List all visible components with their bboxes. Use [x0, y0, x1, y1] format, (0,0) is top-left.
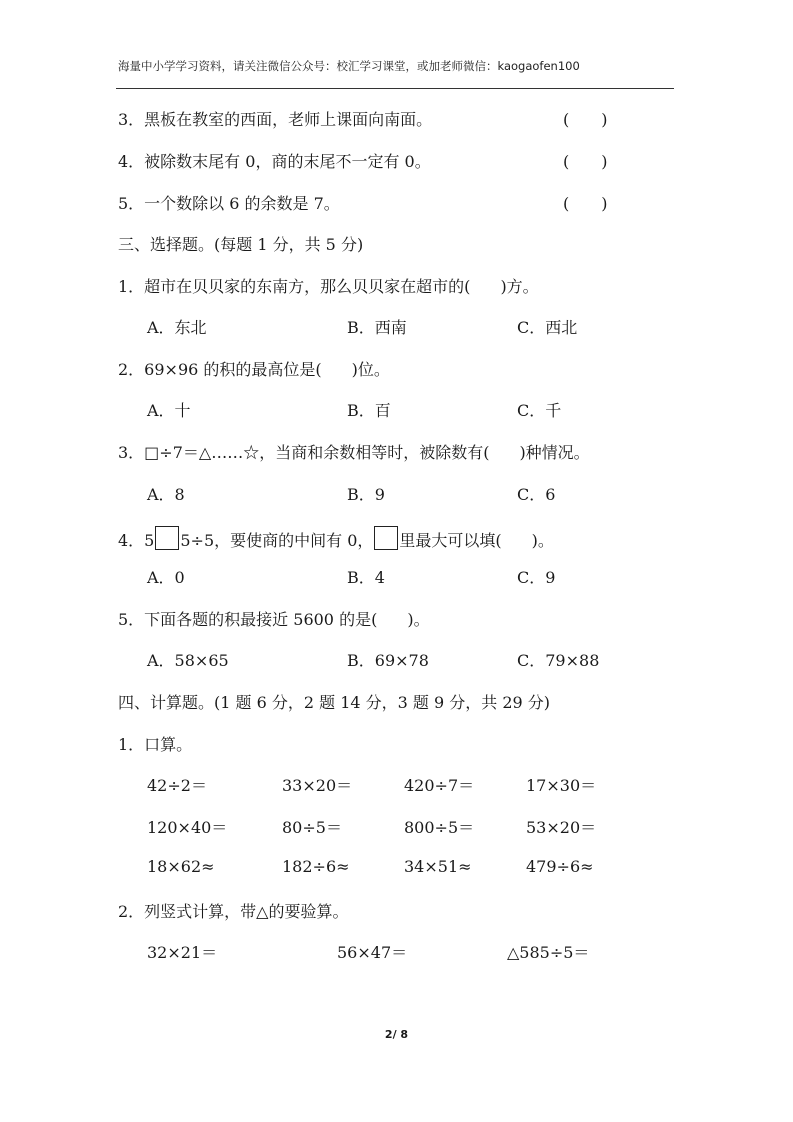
oral-calc-item: 17×30＝	[526, 776, 597, 795]
option-b[interactable]: B．69×78	[347, 651, 429, 670]
choice-question-1	[118, 274, 539, 297]
choice-question-4	[118, 526, 554, 551]
choice-question-3	[118, 440, 590, 463]
answer-paren-4[interactable]: ( )	[563, 152, 608, 171]
question-text: 5．下面各题的积最接近 5600 的是(	[118, 610, 378, 629]
oral-calc-item: 800÷5＝	[404, 818, 475, 837]
oral-calc-item: 42÷2＝	[147, 776, 207, 795]
answer-paren-3[interactable]: ( )	[563, 110, 608, 129]
page-header-note: 海量中小学学习资料，请关注微信公众号：校汇学习课堂，或加老师微信：kaogaofen100	[118, 59, 580, 73]
option-a[interactable]: A．8	[147, 485, 185, 504]
question-text-end: )种情况。	[519, 443, 590, 462]
question-text-tail: 里最大可以填(	[399, 531, 502, 550]
oral-calc-item: 420÷7＝	[404, 776, 475, 795]
oral-calc-item: 80÷5＝	[282, 818, 342, 837]
choice-question-5	[118, 607, 430, 630]
question-text-end: )。	[531, 531, 554, 550]
oral-calc-item: 33×20＝	[282, 776, 353, 795]
vertical-calc-item: △585÷5＝	[507, 943, 590, 962]
oral-calc-item: 18×62≈	[147, 857, 215, 876]
question-text: 4．5	[118, 531, 155, 550]
answer-paren-5[interactable]: ( )	[563, 194, 608, 213]
oral-calc-title: 1．口算。	[118, 735, 193, 754]
option-b[interactable]: B．西南	[347, 318, 407, 337]
oral-calc-item: 34×51≈	[404, 857, 472, 876]
option-c[interactable]: C．千	[517, 401, 562, 420]
option-a[interactable]: A．东北	[147, 318, 207, 337]
option-b[interactable]: B．9	[347, 485, 385, 504]
judge-question-4: 4．被除数末尾有 0，商的末尾不一定有 0。	[118, 152, 431, 171]
digit-box-ref	[374, 526, 398, 550]
option-c[interactable]: C．6	[517, 485, 556, 504]
judge-question-5: 5．一个数除以 6 的余数是 7。	[118, 194, 340, 213]
option-b[interactable]: B．4	[347, 568, 385, 587]
option-a[interactable]: A．十	[147, 401, 191, 420]
oral-calc-item: 479÷6≈	[526, 857, 594, 876]
question-text-end: )。	[407, 610, 430, 629]
judge-question-3: 3．黑板在教室的西面，老师上课面向南面。	[118, 110, 433, 129]
option-a[interactable]: A．0	[147, 568, 185, 587]
option-c[interactable]: C．79×88	[517, 651, 600, 670]
question-text: 1．超市在贝贝家的东南方，那么贝贝家在超市的(	[118, 277, 471, 296]
oral-calc-item: 182÷6≈	[282, 857, 350, 876]
question-text-mid: 5÷5，要使商的中间有 0，	[180, 531, 374, 550]
vertical-calc-item: 32×21＝	[147, 943, 218, 962]
question-text: 2．69×96 的积的最高位是(	[118, 360, 322, 379]
vertical-calc-title: 2．列竖式计算，带△的要验算。	[118, 902, 349, 921]
option-c[interactable]: C．9	[517, 568, 556, 587]
digit-box[interactable]	[155, 526, 179, 550]
option-a[interactable]: A．58×65	[147, 651, 229, 670]
question-text-end: )位。	[351, 360, 390, 379]
option-c[interactable]: C．西北	[517, 318, 578, 337]
choice-question-2	[118, 357, 390, 380]
page-number: 2/ 8	[384, 1028, 409, 1041]
question-text: 3．□÷7＝△……☆，当商和余数相等时，被除数有(	[118, 443, 490, 462]
header-divider	[116, 88, 674, 89]
vertical-calc-item: 56×47＝	[337, 943, 408, 962]
question-text-end: )方。	[500, 277, 539, 296]
section-3-title: 三、选择题。(每题 1 分，共 5 分)	[118, 235, 364, 254]
oral-calc-item: 53×20＝	[526, 818, 597, 837]
section-4-title: 四、计算题。(1 题 6 分，2 题 14 分，3 题 9 分，共 29 分)	[118, 693, 551, 712]
option-b[interactable]: B．百	[347, 401, 391, 420]
oral-calc-item: 120×40＝	[147, 818, 228, 837]
